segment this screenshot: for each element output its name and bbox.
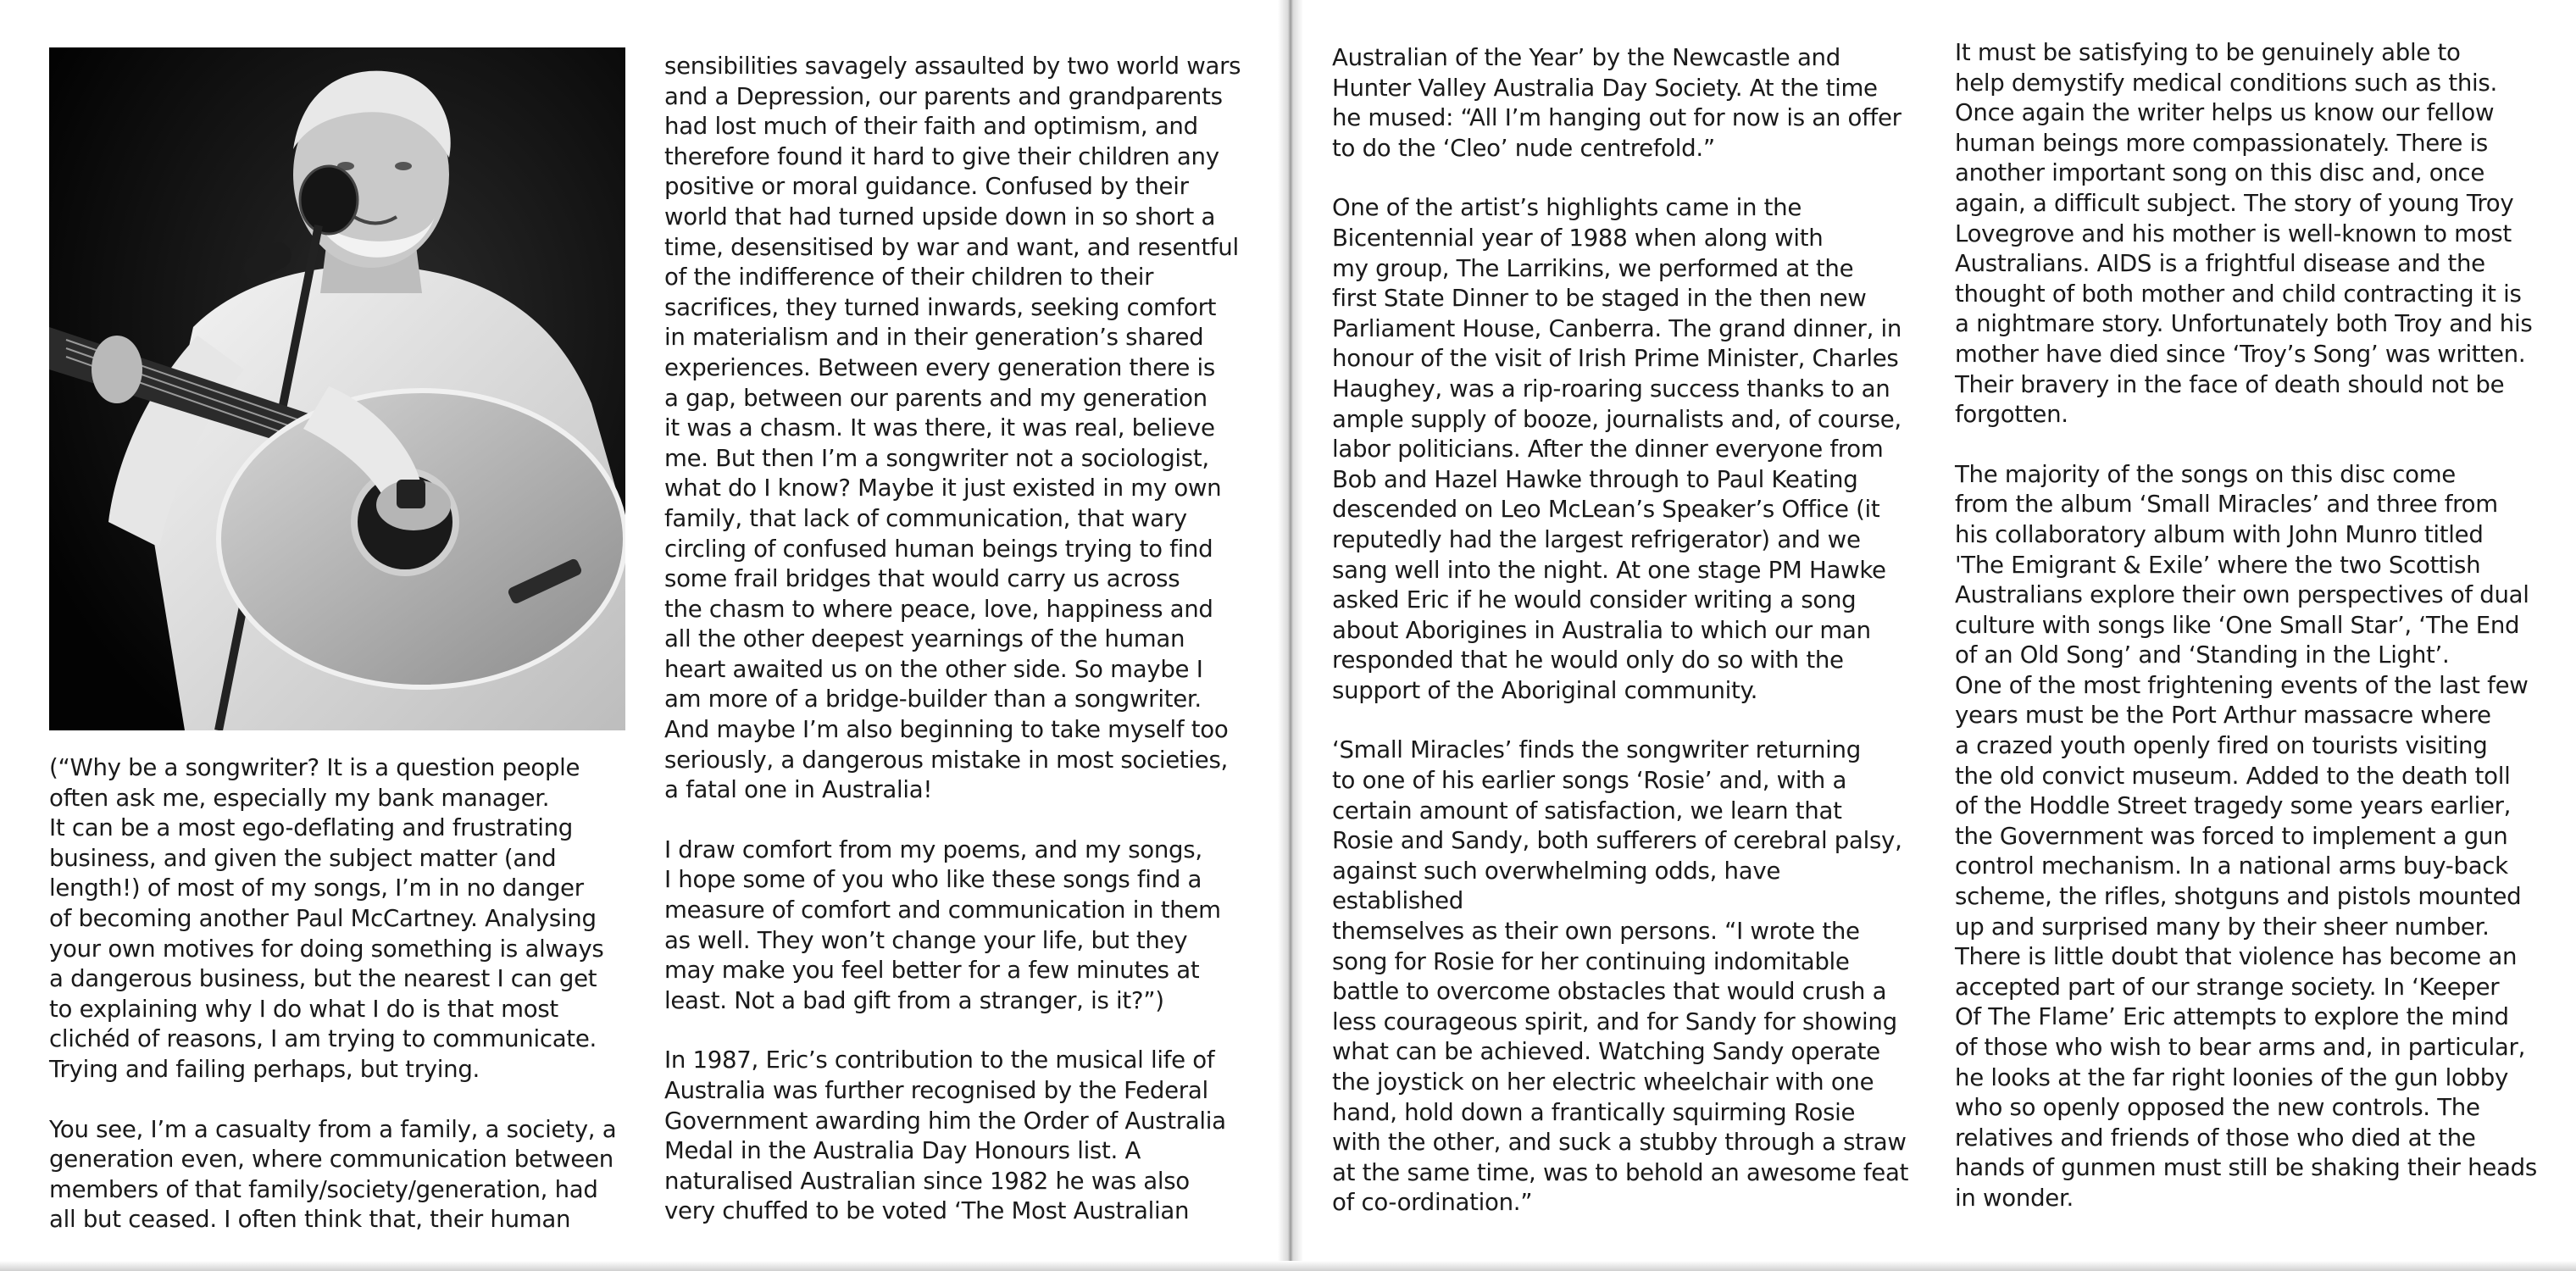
text-column-1 <box>49 752 634 1235</box>
paragraph: ‘Small Miracles’ finds the songwriter returning to one of his earlier songs ‘Rosie’ and, with a certain amount of satisfaction, we learn that Rosie and Sandy, both sufferers of cerebral palsy, against such overwhelming odds, have established themselves as their own persons. “I wrote the song for Rosie for her continuing indomitable battle to overcome obstacles that would crush a less courageous spirit, and for Sandy for showing what can be achieved. Watching Sandy operate the joystick on her electric wheelchair with one hand, hold down a frantically squirming Rosie with the other, and suck a stubby through a straw at the same time, was to behold an awesome feat of co-ordination.” <box>1332 735 1909 1217</box>
paragraph: I draw comfort from my poems, and my songs, I hope some of you who like these songs find a measure of comfort and communication in them as well. They won’t change your life, but they may make you feel better for a few minutes at least. Not a bad gift from a stranger, is it?”) <box>664 835 1221 1014</box>
paragraph: One of the artist’s highlights came in the Bicentennial year of 1988 when along with my group, The Larrikins, we performed at the first State Dinner to be staged in the then new Parliament House, Canberra. The grand dinner, in honour of the visit of Irish Prime Minister, Charles Haughey, was a rip-roaring success thanks to an ample supply of booze, journalists and, of course, labor politicians. After the dinner everyone from Bob and Hazel Hawke through to Paul Keating descended on Leo McLean’s Speaker’s Office (it reputedly had the largest refrigerator) and we sang well into the night. At one stage PM Hawke asked Eric if he would consider writing a song about Aborigines in Australia to which our man responded that he would only do so with the support of the Aboriginal community. <box>1332 193 1902 704</box>
page-bottom-edge <box>0 1261 2576 1271</box>
page-gutter <box>1278 0 1303 1271</box>
text-column-4 <box>1955 37 2540 1213</box>
paragraph: You see, I’m a casualty from a family, a society, a generation even, where communication between members of that family/society/generation, had all but ceased. I often think that, their human <box>49 1114 617 1234</box>
paragraph: Australian of the Year’ by the Newcastle and Hunter Valley Australia Day Society. At the time he mused: “All I’m hanging out for now is an offer to do the ‘Cleo’ nude centrefold.” <box>1332 43 1901 162</box>
text-column-3 <box>1332 42 1917 1218</box>
paragraph: It must be satisfying to be genuinely able to help demystify medical conditions such as this. Once again the writer helps us know our fellow human beings more compassionately. There is another important song on this disc and, once again, a difficult subject. The story of young Troy Lovegrove and his mother is well-known to most Australians. AIDS is a frightful disease and the thought of both mother and child contracting it is a nightmare story. Unfortunately both Troy and his mother have died since ‘Troy’s Song’ was written. Their bravery in the face of death should not be forgotten. <box>1955 38 2533 429</box>
text-column-2 <box>664 51 1249 1226</box>
paragraph: The majority of the songs on this disc come from the album ‘Small Miracles’ and three from his collaboratory album with John Munro titled 'The Emigrant & Exile’ where the two Scottish Australians explore their own perspectives of dual culture with songs like ‘One Small Star’, ‘The End of an Old Song’ and ‘Standing in the Light’. One of the most frightening events of the last few years must be the Port Arthur massacre where a crazed youth openly fired on tourists visiting the old convict museum. Added to the death toll of the Hoddle Street tragedy some years earlier, the Government was forced to implement a gun control mechanism. In a national arms buy-back scheme, the rifles, shotguns and pistols mounted up and surprised many by their sheer number. There is little doubt that violence has become an accepted part of our strange society. In ‘Keeper Of The Flame’ Eric attempts to explore the mind of those who wish to bear arms and, in particular, he looks at the far right loonies of the gun lobby who so openly opposed the new controls. The relatives and friends of those who died at the hands of gunmen must still be shaking their heads in wonder. <box>1955 459 2537 1212</box>
performer-with-guitar-photo <box>49 47 625 730</box>
paragraph: sensibilities savagely assaulted by two world wars and a Depression, our parents and grandparents had lost much of their faith and optimism, and therefore found it hard to give their children any positive or moral guidance. Confused by their world that had turned upside down in so short a time, desensitised by war and want, and resentful of the indifference of their children to their sacrifices, they turned inwards, seeking comfort in materialism and in their generation’s shared experiences. Between every generation there is a gap, between our parents and my generation it was a chasm. It was there, it was real, believe me. But then I’m a songwriter not a sociologist, what do I know? Maybe it just existed in my own family, that lack of communication, that wary circling of confused human beings trying to find some frail bridges that would carry us across the chasm to where peace, love, happiness and all the other deepest yearnings of the human heart awaited us on the other side. So maybe I am more of a bridge-builder than a songwriter. And maybe I’m also beginning to take myself too seriously, a dangerous mistake in most societies, a fatal one in Australia! <box>664 52 1241 804</box>
paragraph: (“Why be a songwriter? It is a question people often ask me, especially my bank manager. It can be a most ego-deflating and frustrating business, and given the subject matter (and length!) of most of my songs, I’m in no danger of becoming another Paul McCartney. Analysing your own motives for doing something is always a dangerous business, but the nearest I can get to explaining why I do what I do is that most clichéd of reasons, I am trying to communicate. Trying and failing perhaps, but trying. <box>49 753 604 1083</box>
paragraph: In 1987, Eric’s contribution to the musical life of Australia was further recognised by the Federal Government awarding him the Order of Australia Medal in the Australia Day Honours list. A naturalised Australian since 1982 he was also very chuffed to be voted ‘The Most Australian <box>664 1046 1226 1225</box>
